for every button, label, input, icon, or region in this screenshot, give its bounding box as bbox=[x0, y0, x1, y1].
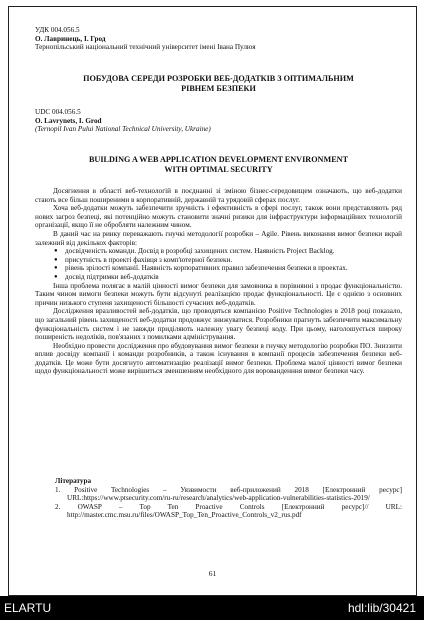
paragraph-4: Інша проблема полягає в малій цінності вимог безпеки для замовника в порівнянні з продає функціональністю. Таким чином вимоги безпеки можуть бути відсунуті реалізацією продає функціональності. Це є однією з основних причин низького ступеня захищеності більшості сучасних веб-додатків. bbox=[35, 281, 402, 307]
paragraph-5: Дослідження вразливостей веб-додатків, що проводяться компанією Positive Technologies в 2018 році показало, що загальний рівень захищеності веб-додатки продовжує знижуватися. Розробники прагнуть забезпечити максимальну функціональність систем і не завжди приділяють належну увагу безпеці коду. При цьому, наголошується широку поширеність недоліків, пов'язаних з помилками адміністрування. bbox=[35, 307, 402, 342]
affiliation-en: (Ternopil Ivan Pului National Technical University, Ukraine) bbox=[35, 125, 211, 134]
list-item: ● рівень зрілості компанії. Наявність корпоративних правил забезпечення безпеки в проектах. bbox=[65, 264, 402, 273]
udc-uk: УДК 004.056.5 bbox=[35, 26, 80, 34]
references bbox=[55, 477, 402, 520]
factor-list bbox=[35, 247, 402, 281]
references-heading: Література bbox=[55, 477, 92, 485]
paragraph-2: Хоча веб-додатки можуть забезпечити зручність і ефективність в сфері послуг, також вони представляють ряд нових загроз безпеці, які потенційно можуть становити значні ризики для інфраструктури інформаційних технологій організації, якщо її не обробляти належним чином. bbox=[35, 204, 402, 230]
udc-en: UDC 004.056.5 bbox=[35, 108, 81, 116]
paragraph-6: Необхідно провести дослідження про вбудовування вимог безпеки в гнучку методологію розробки ПО. Зниззити вплив досвіду компанії і команди розробників, а також існування в компанії процесів забезпечення безпеки веб-додатків. Це може бути досягнуто автоматизацію реалізації вимог безпеки. Проблема малої цінності вимог безпеки щодо функціональності може вирішиться зменшенням необхідного для ворованденння вимог безпеки часу. bbox=[35, 341, 402, 376]
paper-page bbox=[8, 6, 417, 596]
title-uk-line-2: РІВНЕМ БЕЗПЕКИ bbox=[181, 83, 256, 93]
repository-name: ELARTU bbox=[4, 601, 52, 615]
paragraph-3: В даний час на ринку переважають гнучкі методології розробки – Agile. Рівень виконання вимог безпеки вкрай залежний від декількох факторів: bbox=[35, 229, 402, 247]
footer-bar bbox=[0, 596, 424, 620]
title-en-line-2: WITH OPTIMAL SECURITY bbox=[164, 164, 273, 174]
list-item: ● досвід підтримки веб-додатків bbox=[65, 273, 402, 282]
list-item: ● досвідченість команди. Досвід в розробці захищених систем. Наявність Project Backlog. bbox=[65, 247, 402, 256]
handle-id: hdl:lib/30421 bbox=[347, 601, 416, 615]
body-text bbox=[35, 187, 402, 376]
reference-item: 1. Positive Technologies – Уязвимости веб-приложений 2018 [Електронний ресурс] URL:https://www.ptsecurity.com/ru-ru/research/analytics/web-application-vulnerabilities-statistics-2019/ bbox=[55, 485, 402, 503]
title-uk bbox=[35, 74, 402, 93]
uk-header bbox=[35, 26, 402, 52]
affiliation-uk: Тернопільський національний технічний університет імені Івана Пулюя bbox=[35, 43, 256, 52]
paragraph-1: Досягнення в області веб-технологій в поєднанні зі зміною бізнес-середовищем означають, що веб-додатки стають все більш поширеними в корпоративній, державній та урядовій сферах послуг. bbox=[35, 187, 402, 204]
reference-item: 2. OWASP – Top Ten Proactive Controls [Електронний ресурс]// URL: http://master.cmc.msu.ru/files/OWASP_Top_Ten_Proactive_Controls_v2_rus.pdf bbox=[55, 502, 402, 520]
page-number: 61 bbox=[208, 569, 217, 578]
authors-uk: О. Лавринець, І. Грод bbox=[35, 34, 106, 43]
title-uk-line-1: ПОБУДОВА СЕРЕДИ РОЗРОБКИ ВЕБ-ДОДАТКІВ З ОПТИМАЛЬНИМ bbox=[83, 74, 354, 83]
authors-en: O. Lavrynets, I. Grod bbox=[35, 116, 102, 125]
title-en bbox=[35, 155, 402, 174]
en-header bbox=[35, 108, 402, 134]
title-en-line-1: BUILDING A WEB APPLICATION DEVELOPMENT ENVIRONMENT bbox=[88, 155, 349, 164]
list-item: ● присутність в проекті фахівця з комп'ютерної безпеки. bbox=[65, 256, 402, 265]
